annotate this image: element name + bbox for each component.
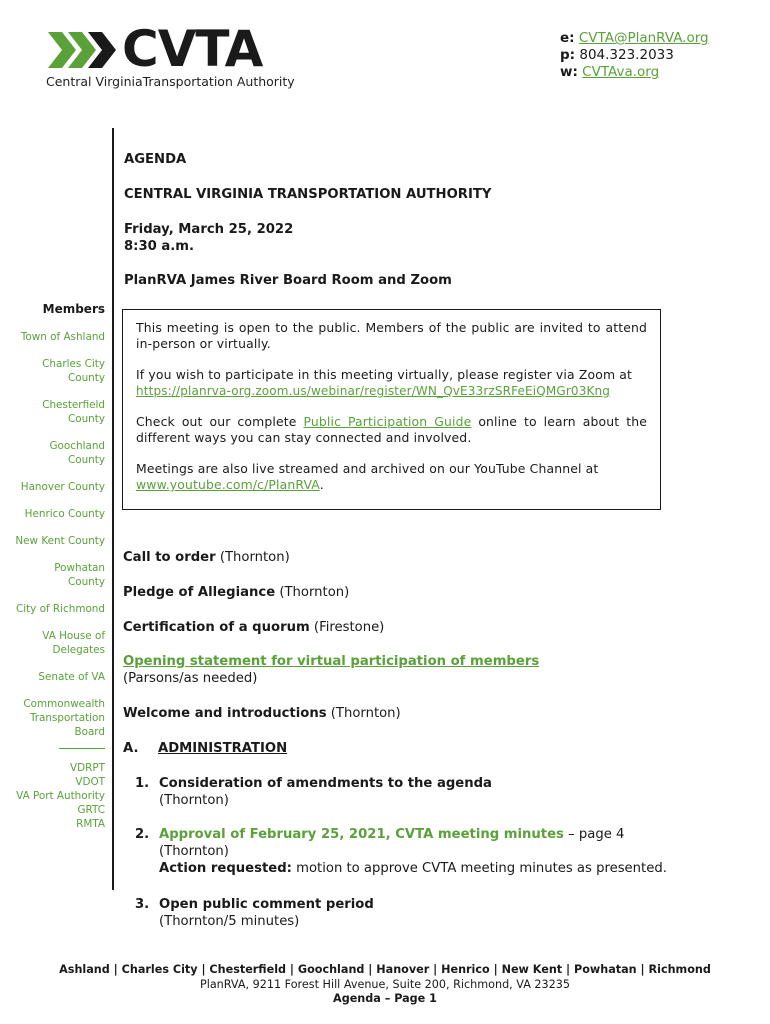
- nonvoting-item: VDRPT: [70, 762, 105, 774]
- phone-label: p:: [560, 47, 576, 63]
- member-item: Goochland County: [49, 440, 105, 466]
- member-item: Chesterfield County: [42, 399, 105, 425]
- youtube-link[interactable]: www.youtube.com/c/PlanRVA: [136, 477, 320, 492]
- footer-localities: Ashland | Charles City | Chesterfield | Goochland | Hanover | Henrico | New Kent | Powhatan | Richmond: [59, 963, 711, 976]
- email-link[interactable]: CVTA@PlanRVA.org: [578, 30, 709, 46]
- item-title: Certification of a quorum: [123, 620, 310, 635]
- cvta-logo: [46, 20, 316, 92]
- member-item: Henrico County: [24, 508, 105, 520]
- agenda-datetime: [124, 221, 293, 255]
- nonvoting-item: GRTC: [77, 804, 105, 816]
- page-footer: [0, 963, 770, 1007]
- agenda-title: AGENDA: [124, 152, 187, 167]
- member-item: New Kent County: [15, 535, 105, 547]
- public-notice-box: [122, 309, 661, 510]
- footer-address: PlanRVA, 9211 Forest Hill Avenue, Suite 200, Richmond, VA 23235: [199, 977, 571, 991]
- footer-page-number: Agenda – Page 1: [333, 992, 437, 1005]
- notice-paragraph-4: [136, 461, 647, 493]
- agenda-item-amendments: [159, 775, 719, 809]
- member-item: City of Richmond: [15, 603, 105, 615]
- members-sidebar: [8, 302, 105, 831]
- item-title: Consideration of amendments to the agenda: [159, 776, 492, 791]
- item-presenter: (Thornton): [279, 585, 350, 600]
- agenda-item-welcome: [123, 705, 703, 722]
- notice-guide-pre: Check out our complete: [136, 414, 297, 429]
- sidebar-divider: [112, 128, 114, 890]
- agenda-item-call-to-order: [123, 549, 703, 566]
- item-presenter: (Thornton): [330, 706, 401, 721]
- contact-web-row: [560, 64, 709, 81]
- item-title: Pledge of Allegiance: [123, 585, 276, 600]
- item-title: Welcome and introductions: [123, 706, 327, 721]
- minutes-page: – page 4: [568, 827, 625, 842]
- member-item: Town of Ashland: [20, 331, 105, 343]
- participation-guide-link[interactable]: Public Participation Guide: [303, 414, 472, 429]
- agenda-item-minutes: [159, 826, 719, 877]
- opening-statement-link[interactable]: Opening statement for virtual participation of members: [123, 654, 540, 669]
- item-presenter: (Thornton): [159, 844, 229, 859]
- contact-block: [560, 30, 709, 81]
- item-presenter: (Thornton): [159, 793, 229, 808]
- agenda-org: CENTRAL VIRGINIA TRANSPORTATION AUTHORITY: [124, 187, 492, 202]
- web-label: w:: [560, 64, 578, 80]
- item-presenter: (Firestone): [313, 620, 385, 635]
- nonvoting-item: VDOT: [75, 776, 105, 788]
- agenda-item-quorum: [123, 619, 703, 636]
- agenda-time: 8:30 a.m.: [124, 239, 195, 254]
- email-label: e:: [560, 30, 575, 46]
- item-number: 2.: [135, 827, 150, 842]
- section-letter: A.: [123, 741, 139, 756]
- phone-number: 804.323.2033: [579, 47, 674, 63]
- agenda-location: PlanRVA James River Board Room and Zoom: [124, 273, 452, 288]
- agenda-item-opening-statement: [123, 653, 703, 687]
- contact-phone-row: [560, 47, 709, 64]
- member-item: Hanover County: [20, 481, 105, 493]
- notice-paragraph-2: [136, 367, 647, 399]
- member-item: Powhatan County: [54, 562, 105, 588]
- notice-guide-post: online to learn about the different ways you can stay connected and involved.: [136, 414, 647, 445]
- minutes-link[interactable]: Approval of February 25, 2021, CVTA meeting minutes: [159, 827, 564, 842]
- item-title: Open public comment period: [159, 897, 374, 912]
- agenda-item-public-comment: [159, 896, 719, 930]
- item-presenter: (Parsons/as needed): [123, 671, 258, 686]
- members-title: Members: [42, 302, 105, 316]
- item-number: 3.: [135, 897, 150, 912]
- logo-subtitle: Central VirginiaTransportation Authority: [46, 74, 295, 89]
- notice-youtube-text: Meetings are also live streamed and archived on our YouTube Channel at: [136, 461, 599, 476]
- web-link[interactable]: CVTAva.org: [582, 64, 660, 80]
- section-title: ADMINISTRATION: [158, 741, 288, 756]
- member-item: Commonwealth Transportation Board: [23, 698, 105, 738]
- item-presenter: (Thornton): [219, 550, 290, 565]
- member-item: VA House of Delegates: [42, 630, 105, 656]
- action-text: motion to approve CVTA meeting minutes as presented.: [296, 861, 667, 876]
- notice-youtube-end: .: [319, 477, 324, 492]
- notice-paragraph-1: This meeting is open to the public. Members of the public are invited to attend in-person or virtually.: [136, 320, 647, 351]
- action-label: Action requested:: [159, 861, 292, 876]
- item-presenter: (Thornton/5 minutes): [159, 914, 300, 929]
- item-title: Call to order: [123, 550, 216, 565]
- members-separator: [59, 748, 105, 749]
- agenda-item-pledge: [123, 584, 703, 601]
- notice-paragraph-3: [136, 414, 647, 446]
- contact-email-row: [560, 30, 709, 47]
- member-item: Charles City County: [42, 358, 105, 384]
- member-item: Senate of VA: [38, 671, 105, 683]
- agenda-date: Friday, March 25, 2022: [124, 222, 294, 237]
- section-administration: [123, 740, 703, 757]
- logo-word: CVTA: [122, 20, 263, 78]
- nonvoting-item: VA Port Authority: [16, 790, 105, 802]
- item-number: 1.: [135, 776, 150, 791]
- nonvoting-item: RMTA: [76, 818, 105, 830]
- zoom-registration-link[interactable]: https://planrva-org.zoom.us/webinar/register/WN_QvE33rzSRFeEiQMGr03Kng: [136, 384, 611, 398]
- notice-zoom-text: If you wish to participate in this meeting virtually, please register via Zoom at: [136, 367, 633, 382]
